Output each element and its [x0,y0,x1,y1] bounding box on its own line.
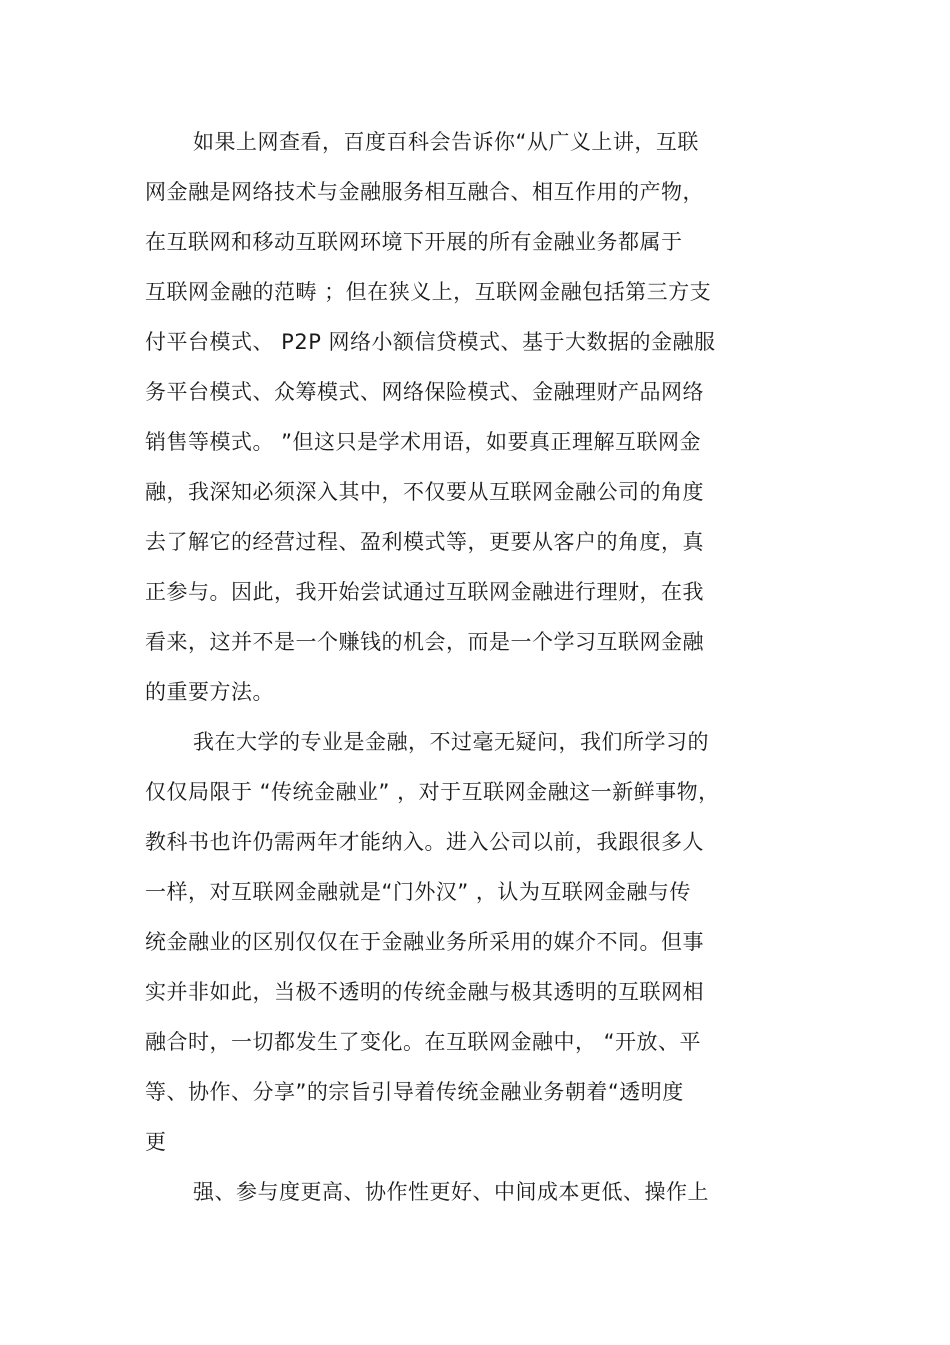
paragraph-1-line-6: 务平台模式、众筹模式、网络保险模式、金融理财产品网络 [145,380,704,404]
paragraph-2-line-2: 仅仅局限于 “传统金融业” ，对于互联网金融这一新鲜事物， [145,780,720,804]
paragraph-2-line-9: 更 [145,1130,167,1154]
paragraph-2-line-4: 一样，对互联网金融就是“门外汉” ，认为互联网金融与传 [145,880,691,904]
paragraph-1-line-8: 融，我深知必须深入其中，不仅要从互联网金融公司的角度 [145,480,704,504]
paragraph-1-line-11: 看来，这并不是一个赚钱的机会，而是一个学习互联网金融 [145,630,704,654]
paragraph-2-line-1: 我在大学的专业是金融，不过毫无疑问，我们所学习的 [193,730,709,754]
paragraph-1-line-2: 网金融是网络技术与金融服务相互融合、相互作用的产物， [145,180,704,204]
paragraph-1-line-1: 如果上网查看，百度百科会告诉你“从广义上讲，互联 [193,130,699,154]
paragraph-1-line-4: 互联网金融的范畴 ；但在狭义上，互联网金融包括第三方支 [145,280,712,304]
paragraph-2-line-7: 融合时，一切都发生了变化。在互联网金融中， “开放、平 [145,1030,702,1054]
paragraph-1-line-9: 去了解它的经营过程、盈利模式等，更要从客户的角度，真 [145,530,704,554]
paragraph-1-line-7: 销售等模式。 ”但这只是学术用语，如要真正理解互联网金 [145,430,702,454]
paragraph-2-line-6: 实并非如此，当极不透明的传统金融与极其透明的互联网相 [145,980,704,1004]
paragraph-2-line-3: 教科书也许仍需两年才能纳入。进入公司以前，我跟很多人 [145,830,704,854]
paragraph-1-line-10: 正参与。因此，我开始尝试通过互联网金融进行理财，在我 [145,580,704,604]
paragraph-1-line-3: 在互联网和移动互联网环境下开展的所有金融业务都属于 [145,230,683,254]
paragraph-1-line-12: 的重要方法。 [145,680,274,704]
paragraph-3-line-1: 强、参与度更高、协作性更好、中间成本更低、操作上 [193,1180,709,1204]
paragraph-2-line-8: 等、协作、分享”的宗旨引导着传统金融业务朝着“透明度 [145,1080,684,1104]
paragraph-2-line-5: 统金融业的区别仅仅在于金融业务所采用的媒介不同。但事 [145,930,704,954]
paragraph-1-line-5: 付平台模式、 P2P 网络小额信贷模式、基于大数据的金融服 [145,330,716,354]
